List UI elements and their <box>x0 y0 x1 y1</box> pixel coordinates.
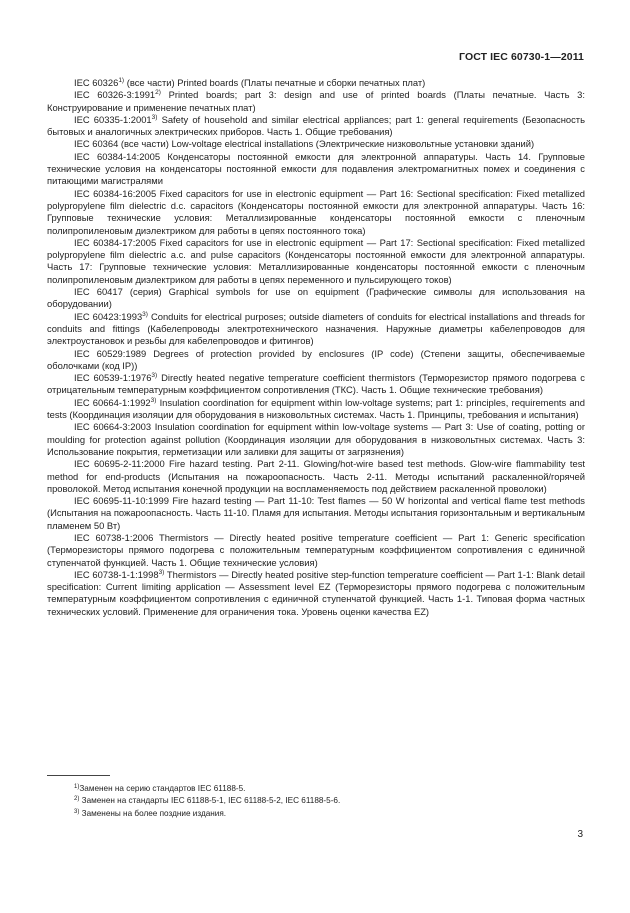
footnote-marker: 1) <box>118 77 125 84</box>
footnote-marker: 3) <box>151 372 158 380</box>
footnote-text: Заменен на стандарты IEC 61188-5-1, IEC 61188-5-2, IEC 61188-5-6. <box>79 796 341 806</box>
reference-entry <box>47 532 585 569</box>
reference-entry <box>47 397 585 422</box>
reference-text: IEC 60423:1993 <box>74 310 143 322</box>
footnote <box>74 808 340 820</box>
reference-entry <box>47 89 585 114</box>
reference-text: IEC 60529:1989 Degrees of protection provided by enclosures (IP code) (Степени защиты, обеспечиваемые оболочками (код IP)) <box>47 347 585 371</box>
reference-text: IEC 60326 <box>74 77 119 88</box>
reference-entry <box>47 348 585 373</box>
reference-entry <box>47 495 585 532</box>
reference-text: IEC 60539-1:1976 <box>74 372 152 384</box>
reference-title: Printed boards; part 3: design and use of printed boards (Платы печатные. Часть 3: Конструирование и применение печатных плат) <box>47 89 585 113</box>
reference-text: IEC 60364 (все части) Low-voltage electrical installations (Электрические низковольтные установки зданий) <box>74 138 535 150</box>
reference-text: IEC 60384-14:2005 Конденсаторы постоянной емкости для электронной аппаратуры. Часть 14. Групповые технические условия на конденсаторы постоянной емкости для подавления электромагнитных помех и соединения с питающими магистралями <box>47 150 585 187</box>
footnote-number: 3) <box>74 808 80 815</box>
footnote <box>74 783 340 795</box>
reference-text: IEC 60417 (серия) Graphical symbols for use on equipment (Графические символы для использования на оборудовании) <box>47 286 585 310</box>
footnote-number: 1) <box>74 784 80 790</box>
reference-title: Conduits for electrical purposes; outside diameters of conduits for electrical installations and threads for conduits and fittings (Кабелепроводы электротехнического назначения. Наружные диаметры кабелепроводов для электроустановок и резьбы для кабелепроводов и фитингов) <box>47 310 585 347</box>
reference-text: IEC 60738-1-1:1998 <box>74 568 159 580</box>
footnote-number: 2) <box>74 796 80 803</box>
footnote-text: Заменен на серию стандартов IEC 61188-5. <box>79 784 246 793</box>
reference-text: IEC 60384-16:2005 Fixed capacitors for use in electronic equipment — Part 16: Sectional specification: Fixed metallized polypropylene film dielectric d.c. capacitors (Конденсаторы постоянной емкости для электронной аппаратуры. Часть 16: Групповые технические условия: Металлизированные конденсаторы постоянной емкости с пленочным полипропиленовым диэлектриком для работы в цепях постоянного тока) <box>47 187 585 236</box>
reference-entry <box>47 286 585 311</box>
footnote-divider <box>47 775 110 776</box>
references-list <box>47 77 585 618</box>
reference-text: IEC 60384-17:2005 Fixed capacitors for use in electronic equipment — Part 17: Sectional specification: Fixed metallized polypropylene film dielectric a.c. and pulse capacitors (Конденсаторы постоянной емкости для электронной аппаратуры. Часть 17: Групповые технические условия: Металлизированные конденсаторы постоянной емкости с пленочным полипропиленовым диэлектриком для работы в цепях переменного и пульсирующего токов) <box>47 236 585 285</box>
reference-text: IEC 60738-1:2006 Thermistors — Directly heated positive temperature coefficient — Part 1: Generic specification (Терморезисторы прямого подогрева с положительным температурным коэффициентом сопротивления с единичной ступенчатой функцией. Часть 1. Общие технические условия) <box>47 531 585 568</box>
reference-entry <box>47 114 585 139</box>
footnote-marker: 3) <box>150 396 157 404</box>
reference-entry <box>47 77 585 89</box>
reference-entry <box>47 458 585 495</box>
reference-entry <box>47 138 585 150</box>
page-number: 3 <box>577 829 583 840</box>
reference-title: Insulation coordination for equipment within low-voltage systems; part 1: principles, requirements and tests (Координация изоляции для оборудования в низковольтных системах. Часть 1. Принципы, требования и испытания) <box>47 396 585 421</box>
footnote-text: Заменены на более поздние издания. <box>79 808 227 818</box>
reference-text: IEC 60335-1:2001 <box>74 113 152 125</box>
reference-title: Directly heated negative temperature coefficient thermistors (Терморезистор прямого подогрева с отрицательным температурным коэффициентом сопротивления (ТКС). Часть 1. Общие технические требования) <box>47 372 585 396</box>
footnote-marker: 3) <box>158 568 165 576</box>
reference-text: IEC 60664-1:1992 <box>74 396 151 408</box>
document-header: ГОСТ IEC 60730-1—2011 <box>459 51 584 63</box>
reference-entry <box>47 151 585 188</box>
reference-entry <box>47 311 585 348</box>
reference-entry <box>47 188 585 237</box>
reference-entry <box>47 372 585 397</box>
reference-title: Safety of household and similar electrical appliances; part 1: general requirements (Безопасность бытовых и аналогичных электрических приборов. Часть 1. Общие требования) <box>47 113 585 138</box>
reference-entry <box>47 421 585 458</box>
reference-entry <box>47 569 585 618</box>
reference-text: IEC 60695-11-10:1999 Fire hazard testing — Part 11-10: Test flames — 50 W horizontal and vertical flame test methods (Испытания на пожароопасность. Часть 11-10. Пламя для испытания. Методы испытания горизонтальным и вертикальным пламенем 50 Вт) <box>47 495 586 531</box>
reference-title: Thermistors — Directly heated positive step-function temperature coefficient — Part 1-1: Blank detail specification: Current limiting application — Assessment level EZ (Терморезисторы прямого подогрева с положительным температурным коэффициентом сопротивления с единичной ступенчатой функцией. Часть 1-1. Типовая форма частных технических условий. Применение для ограничения тока. Уровень оценки качества EZ) <box>47 568 585 617</box>
reference-text: IEC 60695-2-11:2000 Fire hazard testing. Part 2-11. Glowing/hot-wire based test methods. Glow-wire flammability test method for end-products (Испытания на пожароопасность. Часть 2-11. Методы испытаний раскаленной/горячей проволокой. Метод испытания конечной продукции на воспламеняемость под действием раскаленной проволоки) <box>47 458 585 494</box>
reference-title: (все части) Printed boards (Платы печатные и сборки печатных плат) <box>124 77 426 88</box>
footnotes <box>74 783 340 820</box>
footnote-marker: 3) <box>142 310 148 318</box>
footnote-marker: 3) <box>151 113 158 121</box>
reference-text: IEC 60664-3:2003 Insulation coordination for equipment within low-voltage systems — Part 3: Use of coating, potting or moulding for protection against pollution (Координация изоляции для оборудования в низковольтных системах. Часть 3: Использование покрытия, герметизации или заливки для защиты от загрязнения) <box>47 421 585 457</box>
footnote-marker: 2) <box>155 89 161 97</box>
reference-entry <box>47 237 585 286</box>
reference-text: IEC 60326-3:1991 <box>74 89 156 101</box>
footnote <box>74 795 340 807</box>
